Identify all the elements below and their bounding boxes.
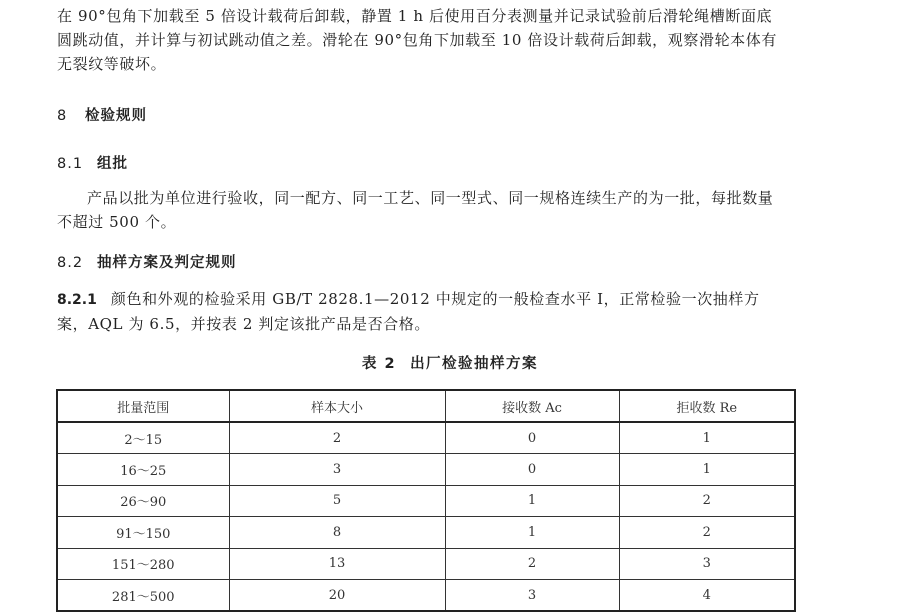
section-8-2-1-line-2: 案，AQL 为 6.5，并按表 2 判定该批产品是否合格。	[57, 315, 430, 333]
table-caption-title: 出厂检验抽样方案	[410, 356, 539, 372]
cell-accept-number: 1	[445, 485, 619, 517]
cell-batch-range: 26～90	[57, 485, 229, 517]
section-8-1-heading	[57, 152, 128, 173]
table-row	[57, 517, 795, 549]
section-8-1-line-2: 不超过 500 个。	[57, 213, 177, 231]
section-8-1-number: 8.1	[57, 156, 84, 172]
section-8-number: 8	[57, 108, 68, 124]
table-row	[57, 580, 795, 612]
cell-accept-number: 0	[445, 422, 619, 454]
cell-sample-size: 5	[229, 485, 445, 517]
header-batch-range: 批量范围	[57, 390, 229, 422]
section-8-2-1-line-1-text: 颜色和外观的检验采用 GB/T 2828.1—2012 中规定的一般检查水平 Ⅰ，正常检验一次抽样方	[110, 290, 760, 308]
section-8-1-paragraph	[57, 186, 797, 234]
cell-reject-number: 1	[619, 454, 795, 486]
intro-line-2: 圆跳动值，并计算与初试跳动值之差。滑轮在 90°包角下加载至 10 倍设计载荷后卸载，观察滑轮本体有	[57, 31, 777, 49]
section-8-heading	[57, 104, 147, 125]
cell-reject-number: 3	[619, 548, 795, 580]
cell-reject-number: 2	[619, 517, 795, 549]
cell-accept-number: 3	[445, 580, 619, 612]
cell-reject-number: 1	[619, 422, 795, 454]
section-8-2-number: 8.2	[57, 255, 84, 271]
section-8-1-line-1: 产品以批为单位进行验收，同一配方、同一工艺、同一型式、同一规格连续生产的为一批，每批数量	[87, 189, 774, 207]
table-row	[57, 422, 795, 454]
header-accept-number: 接收数 Ac	[445, 390, 619, 422]
cell-batch-range: 281～500	[57, 580, 229, 612]
cell-sample-size: 8	[229, 517, 445, 549]
cell-sample-size: 13	[229, 548, 445, 580]
cell-accept-number: 0	[445, 454, 619, 486]
table-row	[57, 548, 795, 580]
intro-paragraph	[57, 4, 797, 76]
cell-reject-number: 4	[619, 580, 795, 612]
cell-accept-number: 2	[445, 548, 619, 580]
header-reject-number: 拒收数 Re	[619, 390, 795, 422]
table-row	[57, 485, 795, 517]
section-8-2-1-number: 8.2.1	[57, 292, 97, 308]
intro-line-1: 在 90°包角下加载至 5 倍设计载荷后卸载，静置 1 h 后使用百分表测量并记录试验前后滑轮绳槽断面底	[57, 7, 773, 25]
cell-batch-range: 91～150	[57, 517, 229, 549]
section-8-2-heading	[57, 251, 237, 272]
section-8-2-1-paragraph	[57, 287, 797, 336]
cell-sample-size: 20	[229, 580, 445, 612]
sampling-table	[56, 389, 796, 612]
section-8-1-title: 组批	[97, 156, 128, 172]
cell-batch-range: 151～280	[57, 548, 229, 580]
table-caption-number: 表 2	[361, 356, 397, 372]
cell-accept-number: 1	[445, 517, 619, 549]
table-row	[57, 454, 795, 486]
header-sample-size: 样本大小	[229, 390, 445, 422]
table-header-row	[57, 390, 795, 422]
cell-sample-size: 3	[229, 454, 445, 486]
section-8-title: 检验规则	[85, 108, 147, 124]
cell-batch-range: 16～25	[57, 454, 229, 486]
cell-sample-size: 2	[229, 422, 445, 454]
cell-batch-range: 2～15	[57, 422, 229, 454]
cell-reject-number: 2	[619, 485, 795, 517]
table-caption	[0, 352, 900, 373]
intro-line-3: 无裂纹等破坏。	[57, 55, 167, 73]
section-8-2-title: 抽样方案及判定规则	[97, 255, 237, 271]
section-8-2-1-line-1	[57, 287, 797, 312]
